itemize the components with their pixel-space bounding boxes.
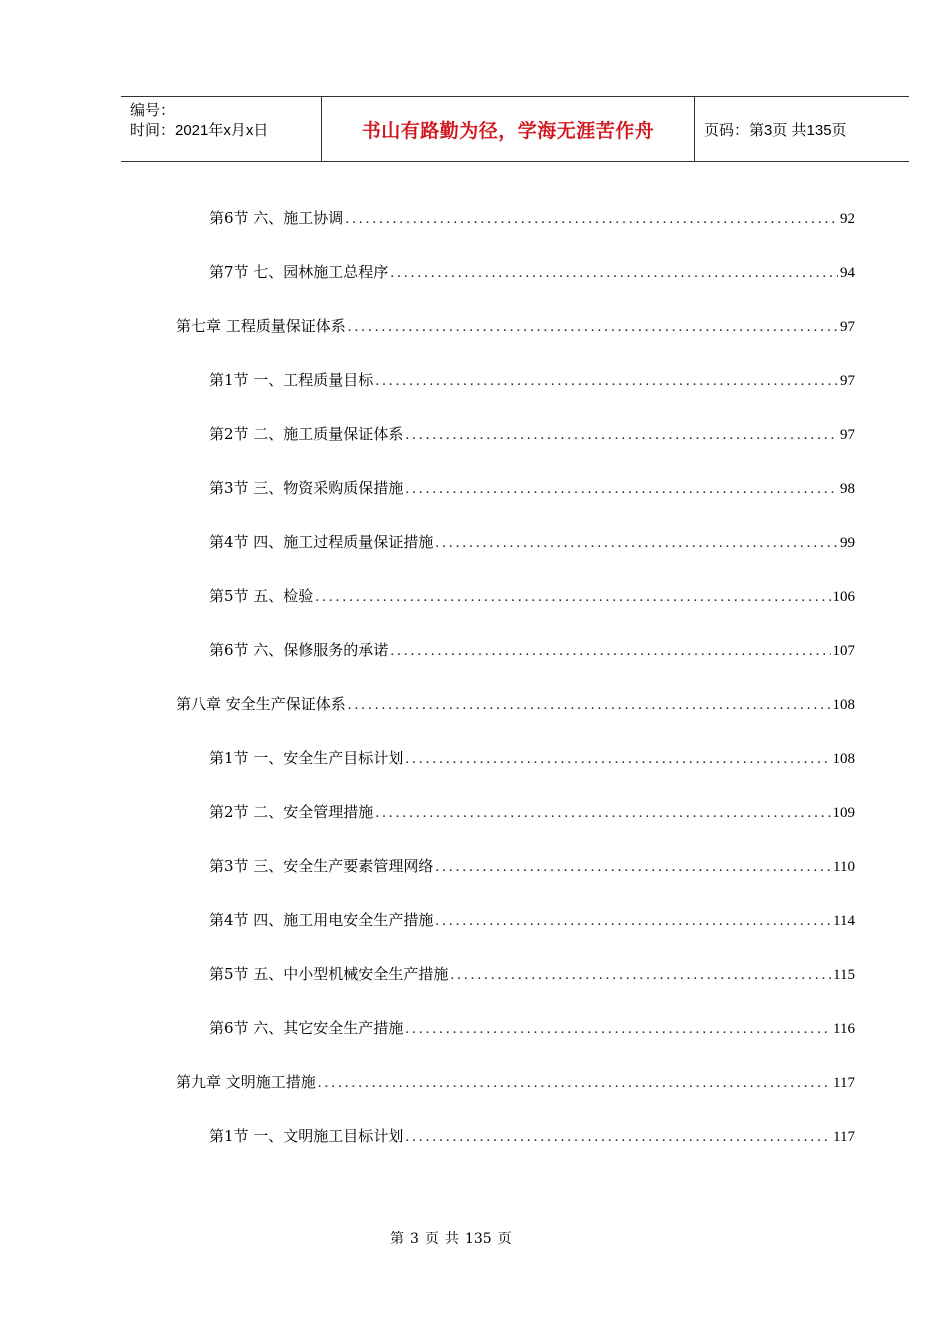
toc-leader-dots xyxy=(318,1071,831,1095)
toc-leader-dots xyxy=(405,747,830,771)
header-motto-cell xyxy=(321,97,695,161)
toc-entry[interactable] xyxy=(176,1070,855,1094)
toc-entry-label: 第3节 三、物资采购质保措施 xyxy=(209,479,404,497)
toc-leader-dots xyxy=(435,909,831,933)
toc-entry-page: 117 xyxy=(833,1075,855,1091)
toc-entry-label: 第6节 六、其它安全生产措施 xyxy=(209,1019,404,1037)
header-page-cell xyxy=(695,97,909,161)
toc-entry[interactable] xyxy=(209,368,855,392)
toc-entry[interactable] xyxy=(209,638,855,662)
toc-entry-page: 92 xyxy=(840,211,855,227)
motto-text: 书山有路勤为径，学海无涯苦作舟 xyxy=(361,119,655,142)
toc-entry-label: 第2节 二、施工质量保证体系 xyxy=(209,425,404,443)
toc-entry[interactable] xyxy=(209,422,855,446)
toc-entry[interactable] xyxy=(209,476,855,500)
toc-entry-label: 第1节 一、安全生产目标计划 xyxy=(209,749,404,767)
toc-entry[interactable] xyxy=(209,260,855,284)
toc-entry[interactable] xyxy=(209,530,855,554)
toc-entry-page: 99 xyxy=(840,535,855,551)
toc-leader-dots xyxy=(450,963,831,987)
footer-gong: 共 xyxy=(444,1231,459,1247)
footer-total-pages: 135 xyxy=(464,1231,492,1247)
toc-entry-page: 114 xyxy=(833,913,855,929)
toc-entry-label: 第7节 七、园林施工总程序 xyxy=(209,263,389,281)
toc-entry-label: 第2节 二、安全管理措施 xyxy=(209,803,374,821)
toc-leader-dots xyxy=(348,693,831,717)
toc-entry[interactable] xyxy=(209,962,855,986)
toc-entry-label: 第1节 一、工程质量目标 xyxy=(209,371,374,389)
toc-entry-page: 107 xyxy=(832,643,855,659)
toc-entry[interactable] xyxy=(176,692,855,716)
toc-entry[interactable] xyxy=(209,854,855,878)
toc-leader-dots xyxy=(405,1125,831,1149)
toc-leader-dots xyxy=(348,315,838,339)
document-header xyxy=(121,96,909,162)
toc-entry-label: 第九章 文明施工措施 xyxy=(176,1073,316,1091)
toc-leader-dots xyxy=(375,369,838,393)
toc-entry-page: 117 xyxy=(833,1129,855,1145)
toc-entry[interactable] xyxy=(209,800,855,824)
toc-leader-dots xyxy=(435,531,838,555)
toc-entry-page: 110 xyxy=(833,859,855,875)
page-info: 页码：第3页 共135页 xyxy=(704,121,847,139)
toc-leader-dots xyxy=(315,585,830,609)
toc-entry-page: 98 xyxy=(840,481,855,497)
toc-entry-page: 109 xyxy=(832,805,855,821)
toc-entry-label: 第5节 五、检验 xyxy=(209,587,314,605)
toc-entry-page: 106 xyxy=(832,589,855,605)
toc-leader-dots xyxy=(375,801,830,825)
toc-leader-dots xyxy=(405,1017,831,1041)
toc-entry-label: 第3节 三、安全生产要素管理网络 xyxy=(209,857,434,875)
toc-entry-label: 第5节 五、中小型机械安全生产措施 xyxy=(209,965,449,983)
page-footer xyxy=(0,1228,950,1248)
toc-entry-label: 第八章 安全生产保证体系 xyxy=(176,695,346,713)
toc-leader-dots xyxy=(405,477,838,501)
footer-ye: 页 xyxy=(424,1231,439,1247)
toc-leader-dots xyxy=(390,261,838,285)
footer-di: 第 xyxy=(390,1231,404,1247)
header-meta-cell xyxy=(121,97,321,161)
toc-entry-label: 第4节 四、施工过程质量保证措施 xyxy=(209,533,434,551)
footer-ye2: 页 xyxy=(497,1231,512,1247)
toc-entry[interactable] xyxy=(209,206,855,230)
toc-entry[interactable] xyxy=(209,584,855,608)
toc-leader-dots xyxy=(345,207,838,231)
toc-entry[interactable] xyxy=(209,908,855,932)
toc-entry-page: 97 xyxy=(840,427,855,443)
toc-entry-page: 94 xyxy=(840,265,855,281)
toc-entry-label: 第七章 工程质量保证体系 xyxy=(176,317,346,335)
time-label: 时间：2021年x月x日 xyxy=(130,122,269,139)
toc-entry-page: 116 xyxy=(833,1021,855,1037)
toc-entry-label: 第4节 四、施工用电安全生产措施 xyxy=(209,911,434,929)
toc-entry-page: 97 xyxy=(840,373,855,389)
toc-entry-label: 第1节 一、文明施工目标计划 xyxy=(209,1127,404,1145)
toc-entry[interactable] xyxy=(176,314,855,338)
toc-entry-page: 115 xyxy=(833,967,855,983)
toc-entry-label: 第6节 六、保修服务的承诺 xyxy=(209,641,389,659)
toc-leader-dots xyxy=(405,423,838,447)
toc-leader-dots xyxy=(390,639,830,663)
toc-entry-page: 108 xyxy=(832,751,855,767)
toc-entry[interactable] xyxy=(209,1124,855,1148)
toc-entry-label: 第6节 六、施工协调 xyxy=(209,209,344,227)
toc-entry[interactable] xyxy=(209,1016,855,1040)
toc-entry-page: 108 xyxy=(832,697,855,713)
toc-entry[interactable] xyxy=(209,746,855,770)
toc-entry-page: 97 xyxy=(840,319,855,335)
toc-leader-dots xyxy=(435,855,831,879)
footer-page-number: 3 xyxy=(410,1231,419,1247)
number-label: 编号： xyxy=(130,102,176,119)
